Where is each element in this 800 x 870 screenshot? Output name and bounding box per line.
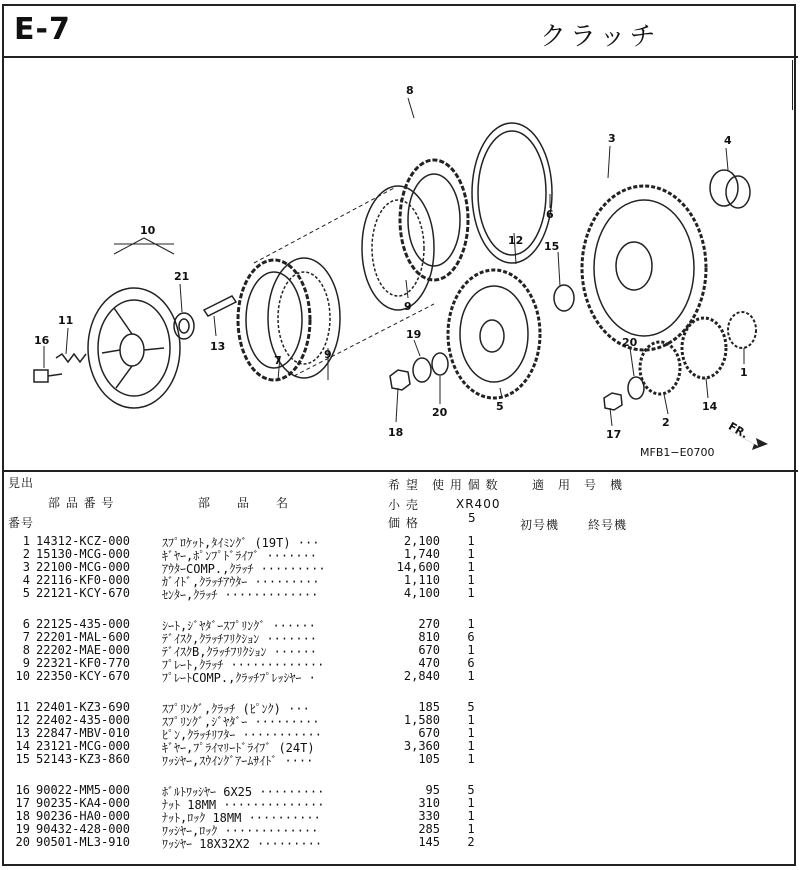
table-row: 20 90501-ML3-910 ﾜｯｼﾔｰ 18X32X2 ········· 145 2 — [15, 835, 475, 851]
last-frame-header: 終号機 — [588, 518, 628, 532]
table-row: 15 52143-KZ3-860 ﾜｯｼﾔｰ,ｽｳｲﾝｸﾞｱｰﾑｻｲﾄﾞ ···· 105 1 — [15, 752, 475, 768]
table-row: 14 23121-MCG-000 ｷﾞﾔｰ,ﾌﾟﾗｲﾏﾘｰﾄﾞﾗｲﾌﾞ (24T) 3,360 1 — [15, 739, 475, 755]
callout-5: 5 — [496, 400, 504, 413]
table-row: 7 22201-MAL-600 ﾃﾞｲｽｸ,ｸﾗｯﾁﾌﾘｸｼｮﾝ ······· 810 6 — [22, 630, 475, 646]
table-row: 8 22202-MAE-000 ﾃﾞｲｽｸB,ｸﾗｯﾁﾌﾘｸｼｮﾝ ······ 670 1 — [22, 643, 475, 659]
callout-14: 14 — [702, 400, 718, 413]
part-name-header: 部 品 名 — [198, 496, 290, 510]
callout-19: 19 — [406, 328, 422, 341]
callout-2: 2 — [662, 416, 670, 429]
exploded-parts-diagram — [4, 58, 794, 468]
page-title: クラッチ — [540, 22, 660, 52]
callout-15: 15 — [544, 240, 560, 253]
table-row: 12 22402-435-000 ｽﾌﾟﾘﾝｸﾞ,ｼﾞﾔﾀﾞｰ ········· 1,580 1 — [15, 713, 475, 729]
callout-13: 13 — [210, 340, 226, 353]
section-code: E-7 — [14, 12, 71, 47]
table-row: 18 90236-HA0-000 ﾅｯﾄ,ﾛｯｸ 18MM ·········· 330 1 — [15, 809, 475, 825]
model-header: XR400 — [456, 497, 501, 511]
callout-3: 3 — [608, 132, 616, 145]
callout-17: 17 — [606, 428, 622, 441]
callout-20a: 20 — [622, 336, 638, 349]
diagram-divider — [2, 470, 798, 472]
callout-7: 7 — [274, 354, 282, 367]
callout-18: 18 — [388, 426, 404, 439]
table-row: 5 22121-KCY-670 ｾﾝﾀｰ,ｸﾗｯﾁ ············· 4,100 1 — [22, 586, 475, 602]
callout-9b: 9 — [404, 300, 412, 313]
front-direction-label: FR. — [726, 419, 751, 442]
usage-header: 使 用 個 数 — [432, 478, 499, 492]
price-header-kakaku: 価 格 — [388, 516, 419, 530]
ref-header-bottom: 番号 — [8, 516, 35, 530]
table-row: 10 22350-KCY-670 ﾌﾟﾚｰﾄCOMP.,ｸﾗｯﾁﾌﾟﾚｯｼﾔｰ · 2,840 1 — [15, 669, 475, 685]
callout-9a: 9 — [324, 348, 332, 361]
model-sub-header: 5 — [468, 511, 477, 525]
table-row: 16 90022-MM5-000 ﾎﾞﾙﾄﾜｯｼﾔｰ 6X25 ········· 95 5 — [15, 783, 475, 799]
first-frame-header: 初号機 — [520, 518, 560, 532]
table-row: 17 90235-KA4-000 ﾅｯﾄ 18MM ·············· 310 1 — [15, 796, 475, 812]
table-row: 3 22100-MCG-000 ｱｳﾀｰCOMP.,ｸﾗｯﾁ ········· 14,600 1 — [22, 560, 475, 576]
callout-11: 11 — [58, 314, 74, 327]
table-row: 9 22321-KF0-770 ﾌﾟﾚｰﾄ,ｸﾗｯﾁ ············· 470 6 — [22, 656, 475, 672]
callout-1: 1 — [740, 366, 748, 379]
table-row: 11 22401-KZ3-690 ｽﾌﾟﾘﾝｸﾞ,ｸﾗｯﾁ (ﾋﾟﾝｸ) ··· 185 5 — [15, 700, 475, 716]
callout-6: 6 — [546, 208, 554, 221]
callout-16: 16 — [34, 334, 50, 347]
table-row: 13 22847-MBV-010 ﾋﾟﾝ,ｸﾗｯﾁﾘﾌﾀｰ ··········· 670 1 — [15, 726, 475, 742]
price-header-kibou: 希 望 — [388, 478, 419, 492]
pressure-plate-drawing — [88, 288, 180, 408]
callout-8: 8 — [406, 84, 414, 97]
table-row: 4 22116-KF0-000 ｶﾞｲﾄﾞ,ｸﾗｯﾁｱｳﾀｰ ········· 1,110 1 — [22, 573, 475, 589]
table-row: 1 14312-KCZ-000 ｽﾌﾟﾛｹｯﾄ,ﾀｲﾐﾝｸﾞ (19T) ··· 2,100 1 — [22, 534, 475, 550]
table-row: 19 90432-428-000 ﾜｯｼﾔｰ,ﾛｯｸ ············· 285 1 — [15, 822, 475, 838]
price-header-shoubai: 小 売 — [388, 498, 419, 512]
callout-10: 10 — [140, 224, 156, 237]
ref-header-top: 見出 — [8, 476, 35, 490]
callout-12: 12 — [508, 234, 524, 247]
table-row: 2 15130-MCG-000 ｷﾞﾔｰ,ﾎﾟﾝﾌﾟﾄﾞﾗｲﾌﾞ ······· 1,740 1 — [22, 547, 475, 563]
callout-20b: 20 — [432, 406, 448, 419]
diagram-code: MFB1−E0700 — [640, 446, 715, 459]
part-number-header: 部 品 番 号 — [48, 496, 115, 510]
callout-21: 21 — [174, 270, 190, 283]
callout-4: 4 — [724, 134, 732, 147]
table-row: 6 22125-435-000 ｼｰﾄ,ｼﾞﾔﾀﾞｰｽﾌﾟﾘﾝｸﾞ ······ 270 1 — [22, 617, 475, 633]
applicable-header: 適 用 号 機 — [532, 478, 624, 492]
